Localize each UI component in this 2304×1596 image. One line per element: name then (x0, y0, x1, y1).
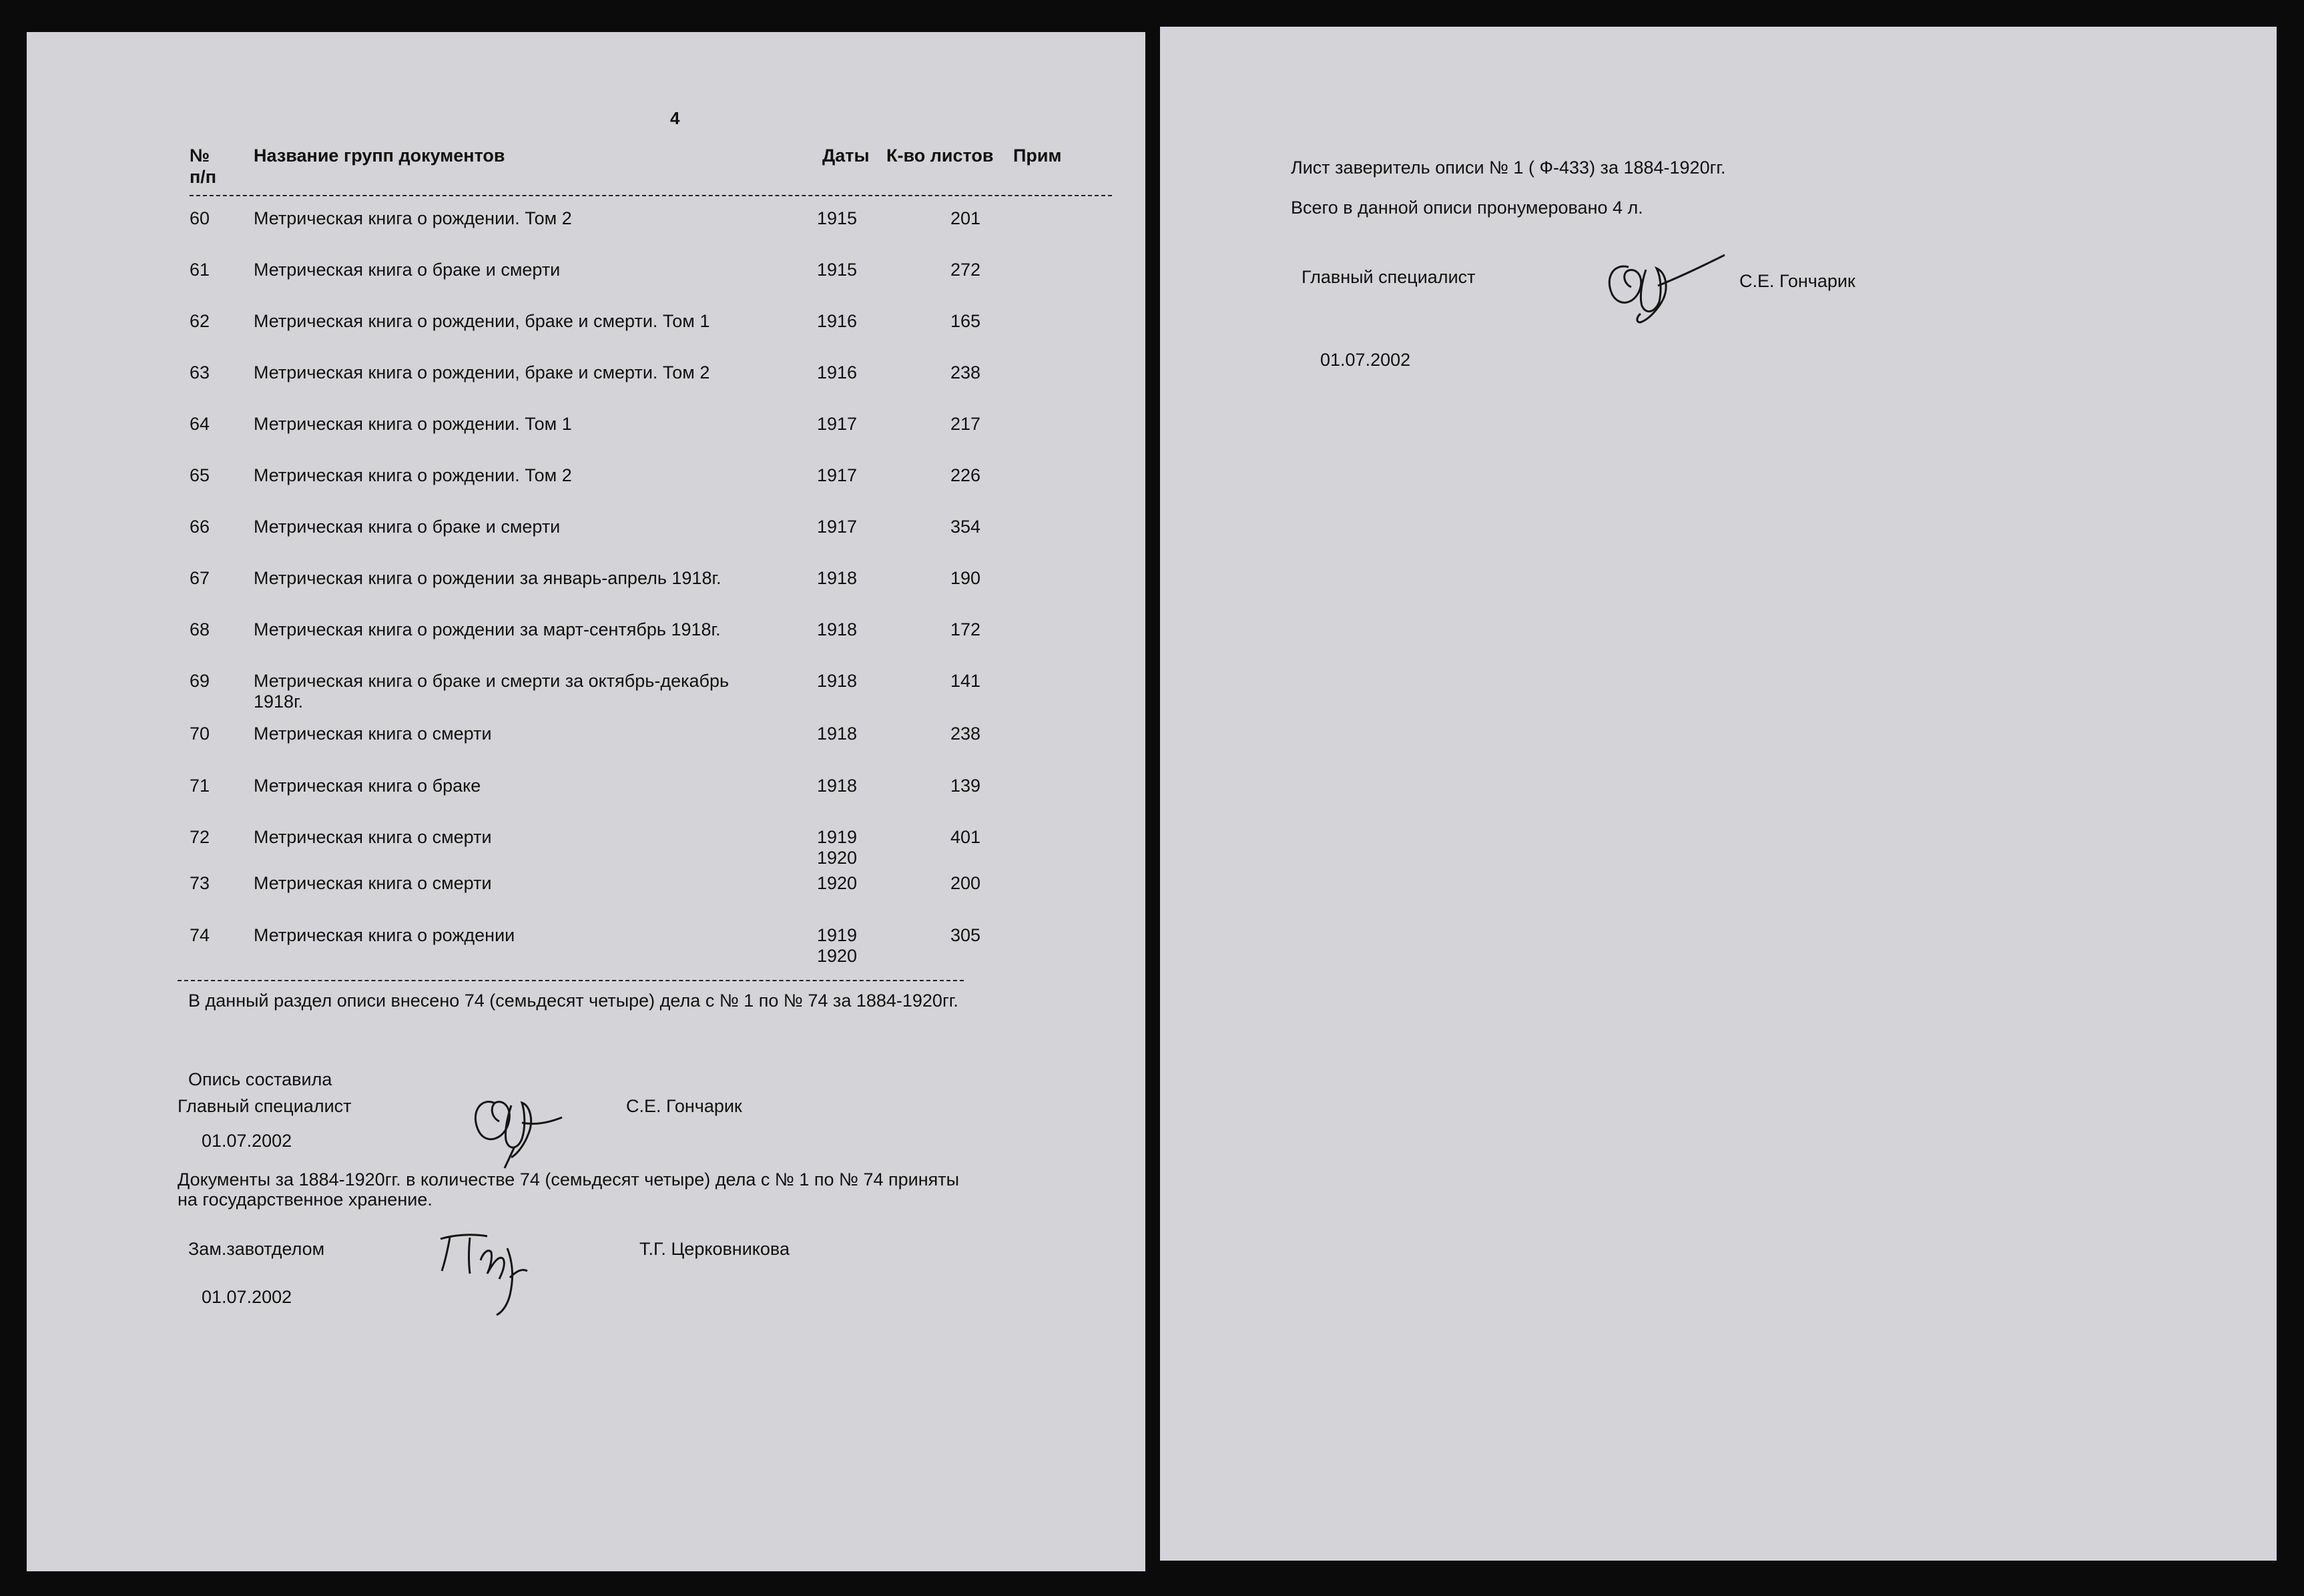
acceptor-signature (427, 1222, 561, 1322)
row-date: 1917 (817, 465, 858, 485)
row-date: 1918 (817, 776, 858, 796)
table-row (27, 776, 1145, 822)
total-sheets-line: Всего в данной описи пронумеровано 4 л. (1291, 198, 1643, 218)
row-date: 1918 (817, 671, 858, 691)
compiled-date: 01.07.2002 (202, 1131, 292, 1151)
row-title: Метрическая книга о смерти (254, 873, 492, 893)
table-row (27, 873, 1145, 920)
row-sheets: 272 (950, 260, 981, 280)
table-bottom-divider (178, 980, 964, 981)
header-note: Прим (1013, 146, 1062, 166)
row-number: 64 (190, 414, 210, 434)
compiler-name: С.Е. Гончарик (626, 1096, 742, 1116)
row-sheets: 226 (950, 465, 981, 485)
certifier-signature (1591, 243, 1738, 336)
summary-text: В данный раздел описи внесено 74 (семьдесят четыре) дела с № 1 по № 74 за 1884-1920гг. (188, 991, 958, 1011)
row-number: 62 (190, 311, 210, 331)
certificate-title: Лист заверитель описи № 1 ( Ф-433) за 1884-1920гг. (1291, 158, 1726, 178)
table-row (27, 671, 1145, 718)
row-sheets: 200 (950, 873, 981, 893)
header-divider (190, 195, 1112, 196)
row-title: Метрическая книга о смерти (254, 827, 492, 847)
row-sheets: 305 (950, 925, 981, 945)
compiled-label: Опись составила (188, 1069, 332, 1089)
row-title: Метрическая книга о браке (254, 776, 481, 796)
accepted-date: 01.07.2002 (202, 1287, 292, 1307)
row-sheets: 238 (950, 362, 981, 382)
row-date: 1917 (817, 517, 858, 537)
compiler-signature (455, 1071, 589, 1177)
row-number: 65 (190, 465, 210, 485)
row-number: 60 (190, 208, 210, 228)
row-title: Метрическая книга о рождении за март-сентябрь 1918г. (254, 619, 721, 639)
row-title: Метрическая книга о рождении. Том 1 (254, 414, 572, 434)
row-date-end: 1920 (817, 848, 858, 868)
page-number: 4 (670, 108, 680, 128)
certifier-position: Главный специалист (1302, 267, 1476, 287)
row-title: Метрическая книга о рождении. Том 2 (254, 208, 572, 228)
row-sheets: 139 (950, 776, 981, 796)
row-title: Метрическая книга о браке и смерти (254, 517, 561, 537)
acceptance-text-line1: Документы за 1884-1920гг. в количестве 74 (семьдесят четыре) дела с № 1 по № 74 приняты (178, 1169, 960, 1189)
row-date: 1918 (817, 568, 858, 588)
compiler-position: Главный специалист (178, 1096, 352, 1116)
certifier-name: С.Е. Гончарик (1739, 271, 1855, 291)
row-sheets: 190 (950, 568, 981, 588)
row-sheets: 217 (950, 414, 981, 434)
row-date: 1918 (817, 619, 858, 639)
row-date: 1920 (817, 873, 858, 893)
row-sheets: 401 (950, 827, 981, 847)
row-date: 1916 (817, 362, 858, 382)
row-sheets: 238 (950, 724, 981, 744)
row-title: Метрическая книга о рождении за январь-апрель 1918г. (254, 568, 722, 588)
row-sheets: 141 (950, 671, 981, 691)
row-date: 1919 (817, 827, 858, 847)
row-title: Метрическая книга о браке и смерти за октябрь-декабрь (254, 671, 730, 691)
row-sheets: 172 (950, 619, 981, 639)
acceptor-position: Зам.завотделом (188, 1239, 325, 1259)
table-row (27, 362, 1145, 409)
table-row (27, 260, 1145, 306)
row-sheets: 201 (950, 208, 981, 228)
row-title: Метрическая книга о браке и смерти (254, 260, 561, 280)
row-number: 61 (190, 260, 210, 280)
row-title: Метрическая книга о рождении. Том 2 (254, 465, 572, 485)
row-title: Метрическая книга о рождении (254, 925, 515, 945)
header-dates: Даты (822, 146, 870, 166)
table-row (27, 925, 1145, 972)
table-row (27, 568, 1145, 615)
table-row (27, 311, 1145, 358)
table-row (27, 414, 1145, 461)
row-number: 74 (190, 925, 210, 945)
table-row (27, 827, 1145, 874)
left-page (27, 32, 1145, 1571)
right-page (1160, 27, 2277, 1561)
table-row (27, 517, 1145, 563)
row-title: Метрическая книга о рождении, браке и смерти. Том 2 (254, 362, 710, 382)
row-number: 71 (190, 776, 210, 796)
row-number: 69 (190, 671, 210, 691)
table-row (27, 619, 1145, 666)
row-sheets: 165 (950, 311, 981, 331)
table-row (27, 724, 1145, 770)
row-title-continued: 1918г. (254, 692, 304, 712)
acceptor-name: Т.Г. Церковникова (639, 1239, 790, 1259)
row-number: 73 (190, 873, 210, 893)
table-row (27, 465, 1145, 512)
header-number-sub: п/п (190, 167, 217, 187)
row-date: 1918 (817, 724, 858, 744)
row-date: 1915 (817, 208, 858, 228)
row-number: 63 (190, 362, 210, 382)
row-date: 1915 (817, 260, 858, 280)
row-date: 1919 (817, 925, 858, 945)
header-name: Название групп документов (254, 146, 505, 166)
row-sheets: 354 (950, 517, 981, 537)
acceptance-text-line2: на государственное хранение. (178, 1189, 433, 1210)
row-title: Метрическая книга о рождении, браке и смерти. Том 1 (254, 311, 710, 331)
certified-date: 01.07.2002 (1320, 350, 1411, 370)
row-date-end: 1920 (817, 946, 858, 966)
row-date: 1916 (817, 311, 858, 331)
row-number: 68 (190, 619, 210, 639)
row-number: 72 (190, 827, 210, 847)
row-date: 1917 (817, 414, 858, 434)
row-number: 67 (190, 568, 210, 588)
row-number: 66 (190, 517, 210, 537)
header-number: № (190, 146, 210, 166)
row-title: Метрическая книга о смерти (254, 724, 492, 744)
header-sheets: К-во листов (886, 146, 994, 166)
table-row (27, 208, 1145, 255)
row-number: 70 (190, 724, 210, 744)
